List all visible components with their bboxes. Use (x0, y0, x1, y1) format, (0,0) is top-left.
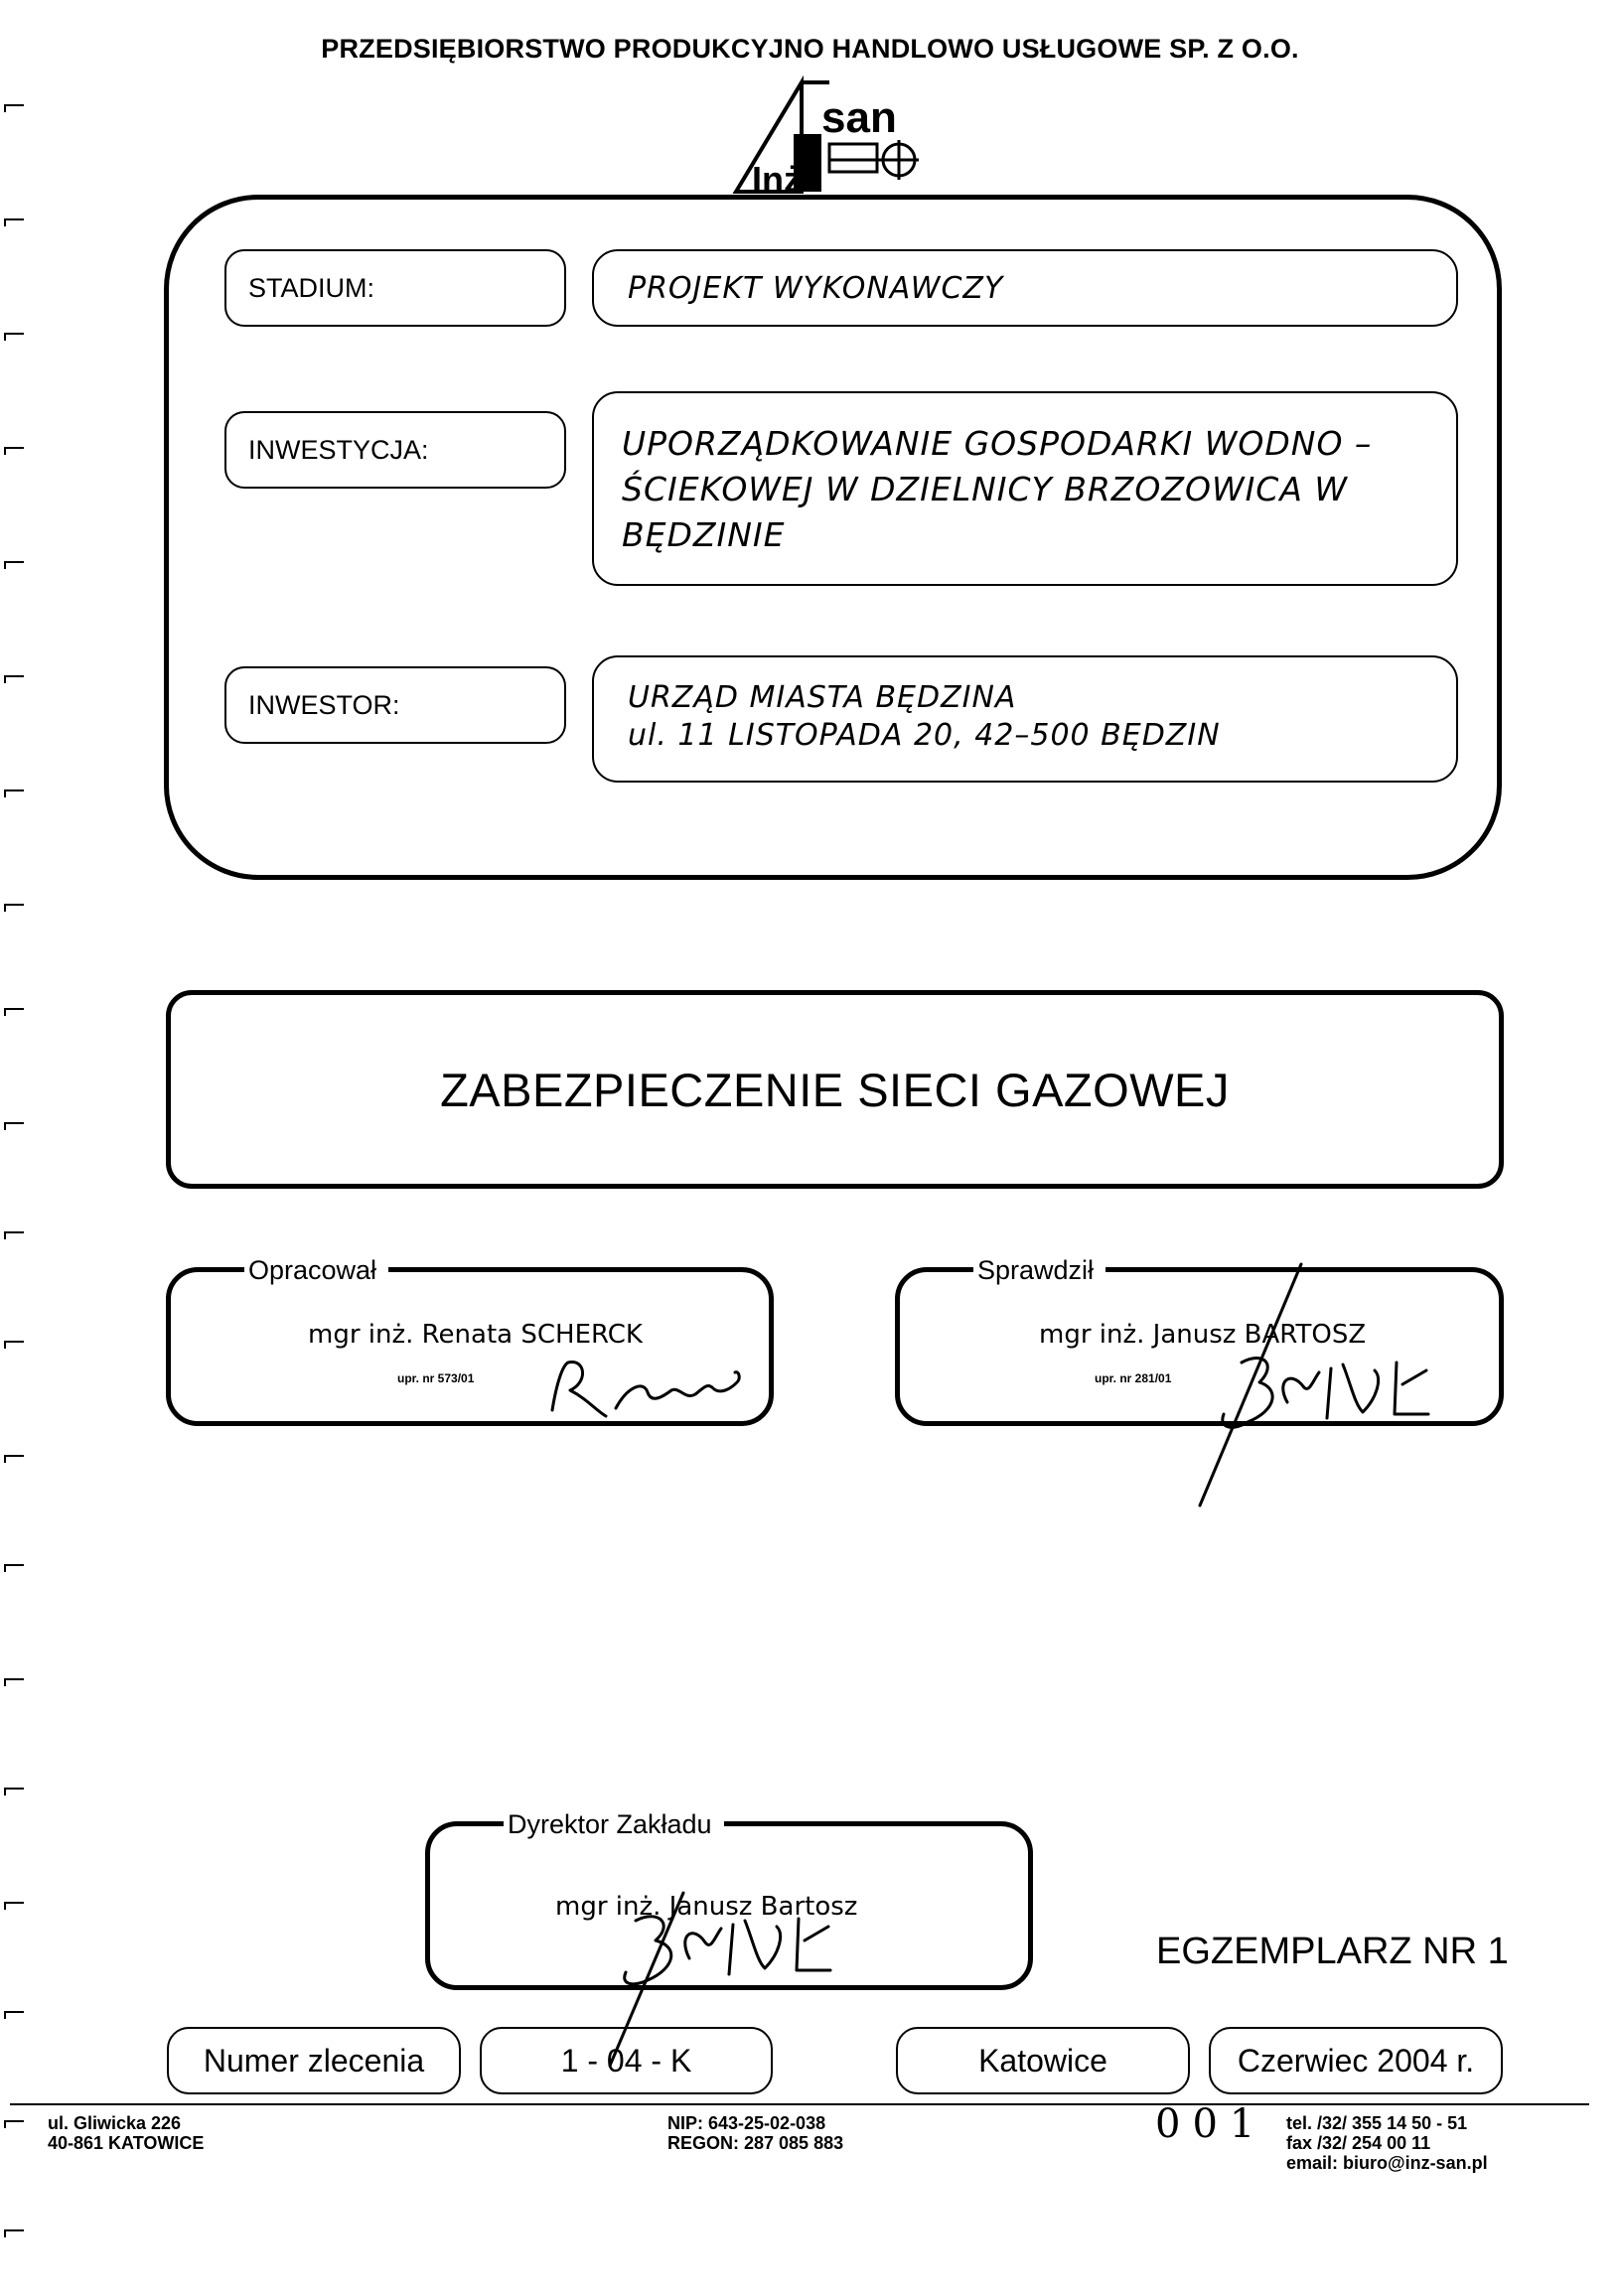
checked-by-frame (895, 1255, 1504, 1426)
checked-by-label: Sprawdził (973, 1254, 1105, 1286)
logo-text-main: san (821, 93, 897, 142)
footer-contact-line: email: biuro@inz-san.pl (1286, 2153, 1488, 2173)
investor-label-box (224, 666, 566, 744)
investor-value-box (592, 655, 1458, 783)
footer-divider (10, 2103, 1589, 2105)
document-title-frame (166, 990, 1504, 1189)
binder-mark (4, 2229, 24, 2231)
date: Czerwiec 2004 r. (1237, 2042, 1475, 2079)
document-title: ZABEZPIECZENIE SIECI GAZOWEJ (440, 1063, 1230, 1116)
binder-mark (4, 1455, 24, 1457)
binder-mark (4, 2011, 24, 2013)
director-label: Dyrektor Zakładu (504, 1808, 724, 1840)
binder-mark (4, 333, 24, 335)
binder-mark (4, 1902, 24, 1904)
logo-text-side: Inż (752, 159, 802, 196)
company-name: PRZEDSIĘBIORSTWO PRODUKCYJNO HANDLOWO USŁUGOWE SP. Z O.O. (321, 34, 1299, 64)
prepared-by-license: upr. nr 573/01 (397, 1371, 475, 1385)
binder-mark (4, 1678, 24, 1680)
footer-address-line: ul. Gliwicka 226 (48, 2113, 182, 2133)
binder-mark (4, 104, 24, 106)
footer-contact (1286, 2113, 1488, 2173)
investment-value-line: ŚCIEKOWEJ W DZIELNICY BRZOZOWICA W (622, 470, 1349, 508)
binder-mark (4, 1341, 24, 1343)
footer-registry (667, 2113, 843, 2153)
order-label-box (167, 2027, 461, 2094)
checked-by-person: mgr inż. Janusz BARTOSZ (1039, 1320, 1367, 1350)
copy-number: EGZEMPLARZ NR 1 (1156, 1931, 1509, 1972)
investment-label: INWESTYCJA: (248, 434, 429, 465)
binder-mark (4, 1231, 24, 1233)
investor-value-line: URZĄD MIASTA BĘDZINA (628, 680, 1017, 715)
prepared-by-label: Opracował (244, 1254, 388, 1286)
prepared-by-person: mgr inż. Renata SCHERCK (308, 1320, 643, 1350)
binder-mark (4, 789, 24, 791)
stadium-value: PROJEKT WYKONAWCZY (628, 271, 1004, 306)
footer-contact-line: fax /32/ 254 00 11 (1286, 2133, 1431, 2153)
logo-graphic (730, 74, 929, 196)
stadium-label-box (224, 249, 566, 327)
binder-mark (4, 1122, 24, 1124)
company-logo (730, 74, 929, 196)
investor-value-line: ul. 11 LISTOPADA 20, 42–500 BĘDZIN (628, 718, 1221, 753)
logo-box (829, 144, 877, 172)
binder-mark (4, 561, 24, 563)
binder-mark (4, 1008, 24, 1010)
footer-contact-line: tel. /32/ 355 14 50 - 51 (1286, 2113, 1468, 2133)
stadium-value-box (592, 249, 1458, 327)
order-label: Numer zlecenia (203, 2042, 425, 2079)
stadium-label: STADIUM: (248, 272, 374, 303)
director-person: mgr inż. Janusz Bartosz (555, 1892, 858, 1922)
investor-label: INWESTOR: (248, 689, 400, 720)
binder-mark (4, 447, 24, 449)
binder-mark (4, 1788, 24, 1790)
footer-address (48, 2113, 204, 2153)
footer-address-line: 40-861 KATOWICE (48, 2133, 205, 2153)
city: Katowice (978, 2042, 1107, 2079)
date-box (1209, 2027, 1503, 2094)
investment-value-line: UPORZĄDKOWANIE GOSPODARKI WODNO – (622, 424, 1373, 463)
investment-label-box (224, 411, 566, 489)
binder-mark (4, 675, 24, 677)
investment-value-line: BĘDZINIE (622, 515, 786, 554)
city-box (896, 2027, 1190, 2094)
order-number-box (480, 2027, 773, 2094)
prepared-by-frame (166, 1255, 774, 1426)
binder-mark (4, 904, 24, 906)
binder-mark (4, 218, 24, 220)
binder-mark (4, 1564, 24, 1566)
binder-mark (4, 2120, 24, 2122)
footer-registry-line: NIP: 643-25-02-038 (667, 2113, 826, 2133)
investment-value-box (592, 391, 1458, 586)
order-number: 1 - 04 - K (560, 2042, 692, 2079)
footer-registry-line: REGON: 287 085 883 (667, 2133, 844, 2153)
checked-by-license: upr. nr 281/01 (1095, 1371, 1172, 1385)
director-frame (425, 1809, 1033, 1990)
sheet-number: 001 (1155, 2101, 1267, 2147)
